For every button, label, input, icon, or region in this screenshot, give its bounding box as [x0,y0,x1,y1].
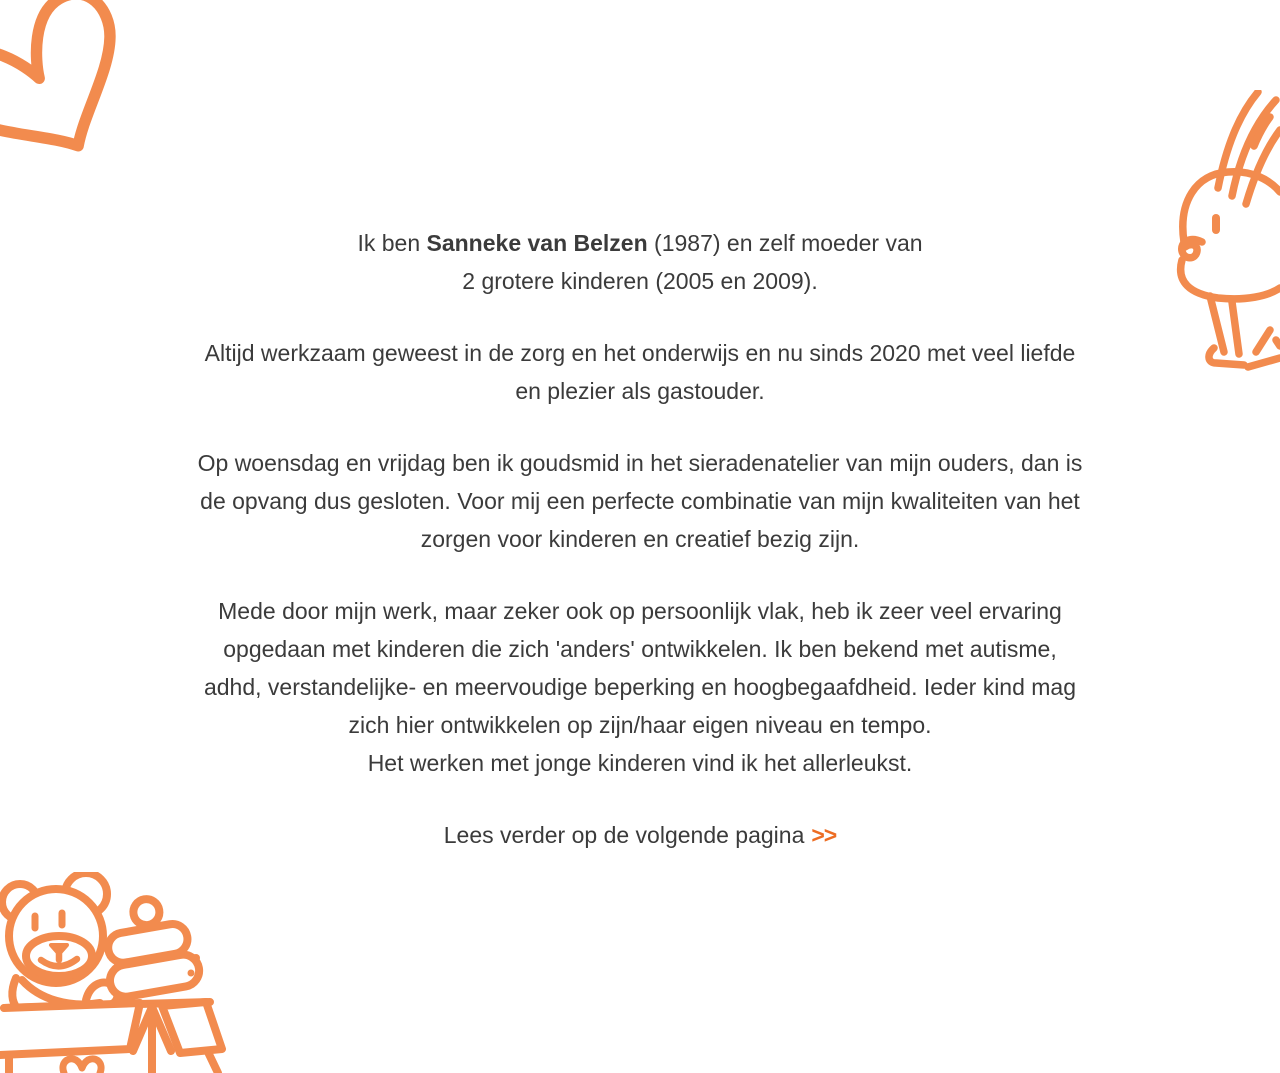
toybox-icon [0,872,235,1073]
experience-paragraph: Mede door mijn werk, maar zeker ook op persoonlijk vlak, heb ik zeer veel ervaring opgedaan met kinderen die zich 'anders' ontwikkelen. Ik ben bekend met autisme, adhd, verstandelijke- en meervoudige beperking en hoogbegaafdheid. Ieder kind mag zich hier ontwikkelen op zijn/haar eigen niveau en tempo. Het werken met jonge kinderen vind ik het allerleukst. [203,598,1077,776]
intro-line-1 [70,224,1210,262]
intro-paragraph [70,224,1210,300]
heart-icon [0,0,140,170]
read-more-link[interactable] [70,816,1210,854]
intro-suffix: (1987) en zelf moeder van [647,230,923,256]
person-name: Sanneke van Belzen [426,230,648,256]
double-arrow-icon[interactable]: >> [811,822,837,848]
goldsmith-paragraph: Op woensdag en vrijdag ben ik goudsmid in het sieradenatelier van mijn ouders, dan is de opvang dus gesloten. Voor mij een perfecte combinatie van mijn kwaliteiten van het zorgen voor kinderen en creatief bezig zijn. [197,450,1083,552]
read-more-label: Lees verder op de volgende pagina [443,822,805,848]
intro-prefix: Ik ben [357,230,427,256]
about-text [70,224,1210,888]
intro-line-2: 2 grotere kinderen (2005 en 2009). [462,268,818,294]
career-paragraph: Altijd werkzaam geweest in de zorg en het onderwijs en nu sinds 2020 met veel liefde en plezier als gastouder. [204,340,1076,404]
